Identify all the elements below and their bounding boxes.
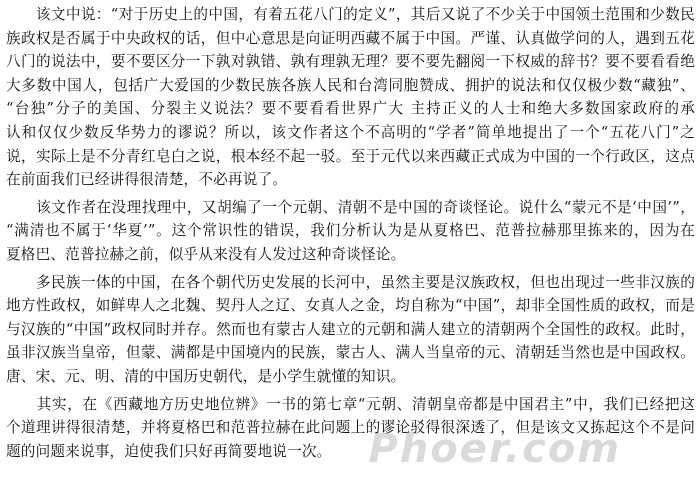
text-line: 虽非汉族当皇帝，但蒙、满都是中国境内的民族，蒙古人、满人当皇帝的元、清朝廷当然也是中国政权。 — [6, 344, 695, 362]
text-line: 八门的说法中，要不要区分一下孰对孰错、孰有理孰无理？要不要先翻阅一下权威的辞书？要不要看看绝 — [6, 53, 695, 71]
text-line: 与汉族的“中国”政权同时并存。然而也有蒙古人建立的元朝和满人建立的清朝两个全国性的政权。此时， — [6, 320, 695, 338]
text-line: 个道理讲得很清楚，并将夏格巴和范普拉赫在此问题上的谬论驳得很深透了，但是该文又拣起这个不是问 — [6, 419, 695, 437]
text-line: 大多数中国人，包括广大爱国的少数民族各族人民和台湾同胞赞成、拥护的说法和仅仅极少数“藏独”、 — [6, 76, 695, 94]
text-line: 题的问题来说事，迫使我们只好再简要地说一次。 — [6, 442, 332, 460]
text-line: “满清也不属于‘华夏’”。这个常识性的错误，我们分析认为是从夏格巴、范普拉赫那里拣来的，因为在 — [6, 222, 695, 240]
paragraph-1 — [6, 3, 695, 192]
text-line: 多民族一体的中国，在各个朝代历史发展的长河中，虽然主要是汉族政权，但也出现过一些非汉族的 — [6, 273, 695, 291]
paragraph-2 — [6, 196, 695, 267]
watermark-logo: Phoer.com — [368, 426, 621, 472]
text-line: 说，实际上是不分青红皂白之说，根本经不起一驳。至于元代以来西藏正式成为中国的一个行政区，这点 — [6, 147, 695, 165]
text-line: 夏格巴、范普拉赫之前，似乎从来没有人发过这种奇谈怪论。 — [6, 245, 406, 263]
text-line: “台独”分子的美国、分裂主义说法？要不要看看世界广大 主持正义的人士和绝大多数国家政府的承 — [6, 100, 695, 118]
text-line: 该文中说：“对于历史上的中国，有着五花八门的定义”，其后又说了不少关于中国领土范围和少数民 — [6, 6, 695, 23]
text-line: 认和仅仅少数反华势力的谬说？所以，该文作者这个不高明的“学者”简单地提出了一个“五花八门”之 — [6, 123, 695, 141]
text-line: 地方性政权，如鲜卑人之北魏、契丹人之辽、女真人之金，均自称为“中国”，却非全国性质的政权，而是 — [6, 297, 695, 315]
text-line: 在前面我们已经讲得很清楚，不必再说了。 — [6, 171, 288, 189]
text-line: 其实，在《西藏地方历史地位辨》一书的第七章“元朝、清朝皇帝都是中国君主”中，我们已经把这 — [6, 395, 695, 413]
text-line: 族政权是否属于中央政权的话，但中心意思是向证明西藏不属于中国。严谨、认真做学问的人，遇到五花 — [6, 29, 695, 47]
text-line: 唐、宋、元、明、清的中国历史朝代，是小学生就懂的知识。 — [6, 367, 406, 385]
paragraph-4 — [6, 393, 695, 464]
text-line: 该文作者在没理找理中，又胡编了一个元朝、清朝不是中国的奇谈怪论。说什么“蒙元不是‘中国’”， — [6, 198, 695, 216]
paragraph-3 — [6, 271, 695, 389]
